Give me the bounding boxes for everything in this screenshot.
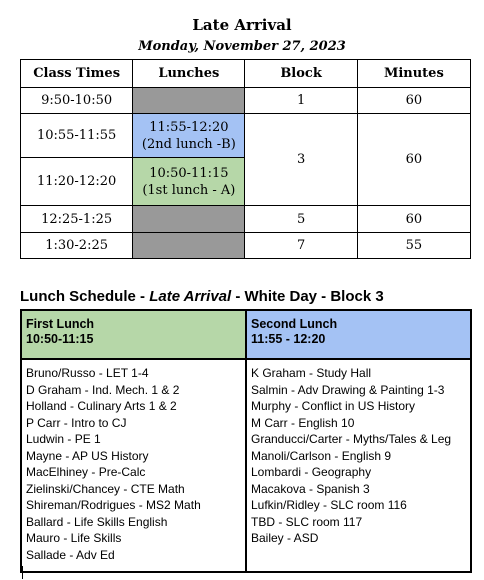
class-times-table: [20, 59, 471, 259]
second-lunch-title: Second Lunch: [251, 317, 338, 331]
list-item: D Graham - Ind. Mech. 1 & 2: [26, 382, 180, 397]
list-item: Granducci/Carter - Myths/Tales & Leg: [251, 432, 452, 446]
list-item: Lufkin/Ridley - SLC room 116: [251, 498, 407, 512]
list-item: Murphy - Conflict in US History: [251, 399, 416, 413]
class-time-cell: 11:20-12:20: [21, 158, 133, 206]
lunch-cell-empty: [133, 233, 245, 259]
table-row: [21, 233, 471, 259]
text-cursor: [22, 566, 23, 579]
class-time-cell: 10:55-11:55: [21, 114, 133, 158]
header-class-times: Class Times: [21, 60, 133, 88]
list-item: Sallade - Adv Ed: [26, 547, 115, 562]
list-item: Ludwin - PE 1: [26, 432, 101, 446]
lunch-header-row: [21, 310, 471, 359]
list-item: Bruno/Russo - LET 1-4: [26, 366, 149, 380]
list-item: Bailey - ASD: [251, 531, 319, 545]
table-row: [21, 88, 471, 114]
lunch-schedule-heading: [20, 288, 384, 305]
second-lunch-list: [246, 359, 471, 572]
heading-italic-part: Late Arrival: [149, 288, 232, 305]
lunch-cell-second: [133, 114, 245, 158]
list-item: Holland - Culinary Arts 1 & 2: [26, 399, 177, 413]
list-item: Zielinski/Chancey - CTE Math: [26, 481, 185, 496]
lunch-schedule-table: [20, 309, 472, 573]
class-time-cell: 1:30-2:25: [21, 233, 133, 259]
list-item: MacElhiney - Pre-Calc: [26, 465, 146, 479]
lunch-label: (1st lunch - A): [142, 182, 236, 198]
header-minutes: Minutes: [357, 60, 470, 88]
heading-part: Lunch Schedule -: [20, 288, 150, 305]
block-cell: 5: [245, 206, 357, 233]
list-item: K Graham - Study Hall: [251, 366, 372, 380]
minutes-cell: 60: [357, 206, 470, 233]
block-cell: 7: [245, 233, 357, 259]
block-cell-merged: 3: [245, 114, 357, 206]
minutes-cell: 55: [357, 233, 470, 259]
heading-part: - White Day - Block 3: [231, 288, 384, 305]
header-lunches: Lunches: [133, 60, 245, 88]
first-lunch-list: [21, 359, 246, 572]
list-item: Ballard - Life Skills English: [26, 514, 168, 529]
list-item: Mauro - Life Skills: [26, 531, 122, 545]
lunch-cell-empty: [133, 88, 245, 114]
list-item: Manoli/Carlson - English 9: [251, 448, 392, 463]
list-item: Lombardi - Geography: [251, 465, 372, 479]
second-lunch-time: 11:55 - 12:20: [251, 332, 326, 346]
lunch-cell-first: [133, 158, 245, 206]
list-item: Salmin - Adv Drawing & Painting 1-3: [251, 382, 445, 397]
first-lunch-title: First Lunch: [26, 317, 95, 331]
first-lunch-header: [21, 310, 246, 359]
table-row: [21, 206, 471, 233]
list-item: TBD - SLC room 117: [251, 514, 363, 529]
class-time-cell: 12:25-1:25: [21, 206, 133, 233]
class-time-cell: 9:50-10:50: [21, 88, 133, 114]
document-title: Late Arrival: [192, 16, 292, 34]
block-cell: 1: [245, 88, 357, 114]
minutes-cell: 60: [357, 88, 470, 114]
document-date: Monday, November 27, 2023: [138, 39, 346, 54]
list-item: P Carr - Intro to CJ: [26, 415, 127, 430]
lunch-time: 11:55-12:20: [149, 119, 229, 135]
first-lunch-time: 10:50-11:15: [26, 332, 94, 346]
list-item: M Carr - English 10: [251, 415, 355, 430]
list-item: Mayne - AP US History: [26, 448, 149, 463]
header-block: Block: [245, 60, 357, 88]
table-header-row: [21, 60, 471, 88]
list-item: Macakova - Spanish 3: [251, 481, 370, 496]
lunch-list-row: [21, 359, 471, 572]
list-item: Shireman/Rodrigues - MS2 Math: [26, 498, 201, 512]
table-row: [21, 114, 471, 158]
lunch-cell-empty: [133, 206, 245, 233]
second-lunch-header: [246, 310, 471, 359]
lunch-time: 10:50-11:15: [149, 165, 229, 181]
lunch-label: (2nd lunch -B): [141, 136, 236, 152]
minutes-cell-merged: 60: [357, 114, 470, 206]
